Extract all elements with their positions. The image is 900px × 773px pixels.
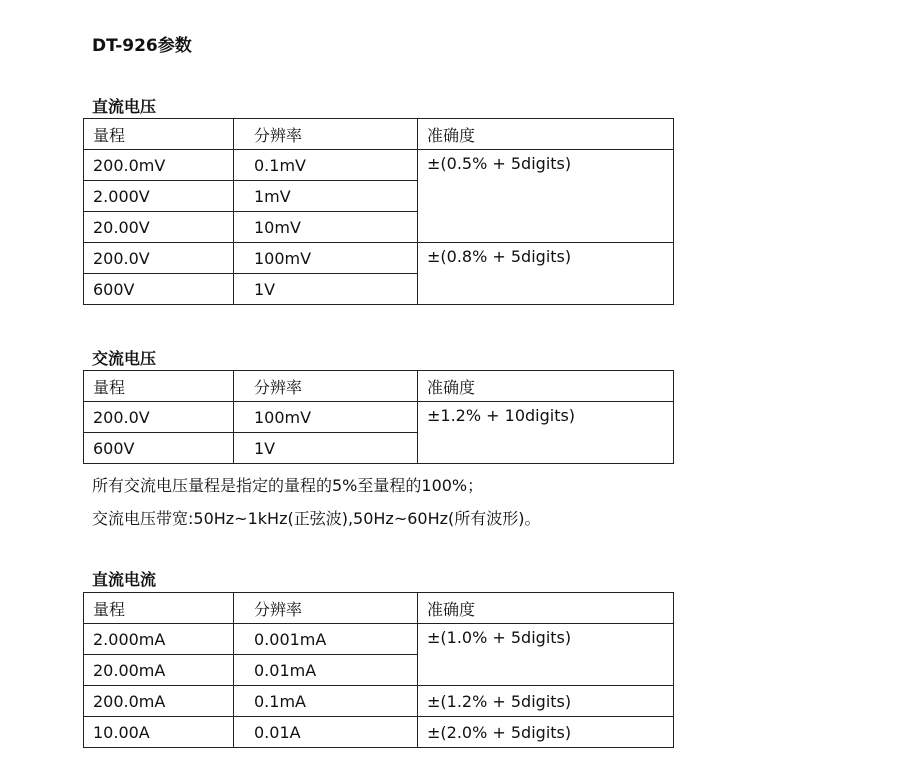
- accuracy-cell: ±(0.8% + 5digits): [418, 243, 674, 305]
- range-cell: 20.00V: [84, 212, 234, 243]
- header-range: 量程: [84, 119, 234, 150]
- resolution-cell: 100mV: [234, 243, 418, 274]
- header-resolution: 分辨率: [234, 371, 418, 402]
- accuracy-cell: ±1.2% + 10digits): [418, 402, 674, 464]
- resolution-cell: 0.01A: [234, 717, 418, 748]
- range-cell: 20.00mA: [84, 655, 234, 686]
- table-header-row: [84, 593, 674, 624]
- table-header-row: [84, 371, 674, 402]
- range-cell: 600V: [84, 433, 234, 464]
- table-row: [84, 402, 674, 433]
- resolution-cell: 0.1mA: [234, 686, 418, 717]
- page-title: DT-926参数: [92, 36, 192, 56]
- table-row: [84, 243, 674, 274]
- acv-table: [83, 370, 674, 464]
- range-cell: 600V: [84, 274, 234, 305]
- resolution-cell: 1V: [234, 274, 418, 305]
- header-accuracy: 准确度: [418, 119, 674, 150]
- header-range: 量程: [84, 593, 234, 624]
- header-resolution: 分辨率: [234, 119, 418, 150]
- resolution-cell: 10mV: [234, 212, 418, 243]
- header-accuracy: 准确度: [418, 593, 674, 624]
- dcv-table: [83, 118, 674, 305]
- table-header-row: [84, 119, 674, 150]
- range-cell: 200.0mV: [84, 150, 234, 181]
- header-resolution: 分辨率: [234, 593, 418, 624]
- table-row: [84, 624, 674, 655]
- resolution-cell: 100mV: [234, 402, 418, 433]
- table-row: [84, 686, 674, 717]
- resolution-cell: 1mV: [234, 181, 418, 212]
- range-cell: 200.0mA: [84, 686, 234, 717]
- acv-heading: 交流电压: [92, 349, 157, 368]
- acv-note-bandwidth: 交流电压带宽:50Hz~1kHz(正弦波),50Hz~60Hz(所有波形)。: [92, 509, 541, 528]
- accuracy-cell: ±(1.2% + 5digits): [418, 686, 674, 717]
- dcv-heading: 直流电压: [92, 97, 157, 116]
- resolution-cell: 0.001mA: [234, 624, 418, 655]
- dca-heading: 直流电流: [92, 570, 157, 589]
- accuracy-cell: ±(1.0% + 5digits): [418, 624, 674, 686]
- header-range: 量程: [84, 371, 234, 402]
- table-row: [84, 150, 674, 181]
- range-cell: 2.000V: [84, 181, 234, 212]
- acv-note-range: 所有交流电压量程是指定的量程的5%至量程的100%；: [92, 476, 484, 495]
- range-cell: 10.00A: [84, 717, 234, 748]
- resolution-cell: 0.1mV: [234, 150, 418, 181]
- dca-table: [83, 592, 674, 748]
- range-cell: 200.0V: [84, 243, 234, 274]
- table-row: [84, 717, 674, 748]
- accuracy-cell: ±(2.0% + 5digits): [418, 717, 674, 748]
- range-cell: 2.000mA: [84, 624, 234, 655]
- accuracy-cell: ±(0.5% + 5digits): [418, 150, 674, 243]
- header-accuracy: 准确度: [418, 371, 674, 402]
- range-cell: 200.0V: [84, 402, 234, 433]
- resolution-cell: 0.01mA: [234, 655, 418, 686]
- resolution-cell: 1V: [234, 433, 418, 464]
